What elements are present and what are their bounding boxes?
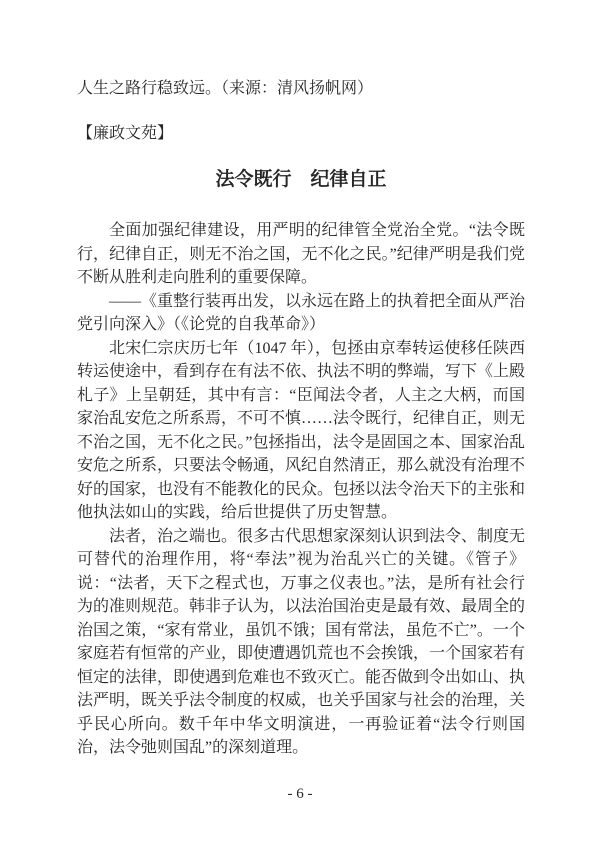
section-header: 【廉政文苑】 — [77, 124, 174, 142]
article-body — [77, 219, 525, 760]
article-title: 法令既行 纪律自正 — [215, 169, 387, 190]
paragraph: 法者，治之端也。很多古代思想家深刻认识到法令、制度无可替代的治理作用，将“奉法”视为治乱兴亡的关键。《管子》说：“法者，天下之程式也，万事之仪表也。”法，是所有社会行为的准则规范。韩非子认为，以法治国治吏是最有效、最周全的治国之策，“家有常业，虽饥不饿；国有常法，虽危不亡”。一个家庭若有恒常的产业，即使遭遇饥荒也不会挨饿，一个国家若有恒定的法律，即使遇到危难也不致灭亡。能否做到令出如山、执法严明，既关乎法令制度的权威，也关乎国家与社会的治理，关乎民心所向。数千年中华文明演进，一再验证着“法令行则国治，法令弛则国乱”的深刻道理。 — [77, 527, 526, 756]
paragraph: 全面加强纪律建设，用严明的纪律管全党治全党。“法令既行，纪律自正，则无不治之国，无不化之民。”纪律严明是我们党不断从胜利走向胜利的重要保障。 — [77, 222, 525, 286]
page-number: - 6 - — [287, 786, 313, 802]
paragraph: 北宋仁宗庆历七年（1047 年），包拯由京奉转运使移任陕西转运使途中，看到存在有法不依、执法不明的弊端，写下《上殿札子》上呈朝廷，其中有言：“臣闻法令者，人主之大柄，而国家治乱安危之所系焉，不可不慎……法令既行，纪律自正，则无不治之国，无不化之民。”包拯指出，法令是固国之本、国家治乱安危之所系，只要法令畅通，风纪自然清正，那么就没有治理不好的国家，也没有不能教化的民众。包拯以法令治天下的主张和他执法如山的实践，给后世提供了历史智慧。 — [77, 339, 526, 521]
page-content — [77, 77, 525, 760]
paragraph-attribution: ——《重整行装再出发，以永远在路上的执着把全面从严治党引向深入》（《论党的自我革命》） — [77, 292, 526, 333]
preceding-article-closing-line: 人生之路行稳致远。（来源：清风扬帆网） — [77, 80, 374, 97]
